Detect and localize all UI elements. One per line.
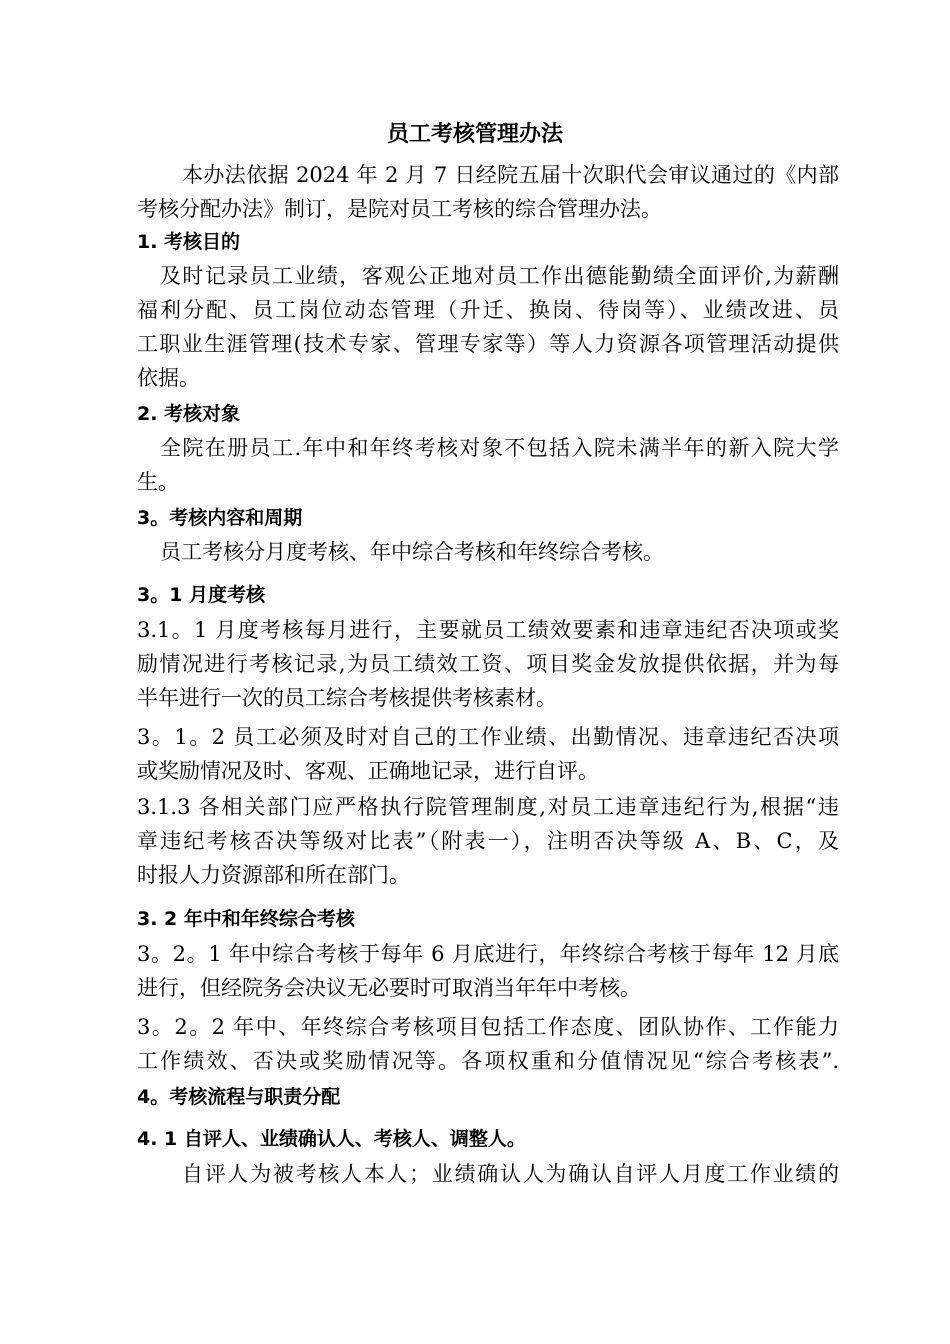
section-1-line-3: 工职业生涯管理(技术专家、管理专家等）等人力资源各项管理活动提供 bbox=[137, 332, 839, 356]
section-3-2-p1-line-1: 3。2。1 年中综合考核于每年 6 月底进行，年终综合考核于每年 12 月底 bbox=[137, 942, 839, 966]
section-3-1-p2-line-1: 3。1。2 员工必须及时对自己的工作业绩、出勤情况、违章违纪否决项 bbox=[137, 725, 839, 749]
section-1-line-4: 依据。 bbox=[137, 366, 200, 390]
intro-line-2: 考核分配办法》制订，是院对员工考核的综合管理办法。 bbox=[137, 197, 662, 221]
section-4-1-heading: 4. 1 自评人、业绩确认人、考核人、调整人。 bbox=[137, 1128, 526, 1150]
section-1-line-1: 及时记录员工业绩，客观公正地对员工作出德能勤绩全面评价,为薪酬 bbox=[160, 264, 839, 288]
section-3-line-1: 员工考核分月度考核、年中综合考核和年终综合考核。 bbox=[160, 540, 664, 564]
section-3-1-p1-line-1: 3.1。1 月度考核每月进行，主要就员工绩效要素和违章违纪否决项或奖 bbox=[137, 618, 839, 642]
section-3-1-p2-line-2: 或奖励情况及时、客观、正确地记录，进行自评。 bbox=[137, 759, 599, 783]
section-3-2-heading: 3. 2 年中和年终综合考核 bbox=[137, 908, 355, 930]
section-1-line-2: 福利分配、员工岗位动态管理（升迁、换岗、待岗等）、业绩改进、员 bbox=[137, 298, 839, 322]
section-4-heading: 4。考核流程与职责分配 bbox=[137, 1086, 341, 1108]
section-3-2-p2-line-2: 工作绩效、否决或奖励情况等。各项权重和分值情况见“综合考核表”. bbox=[137, 1049, 839, 1073]
document-title: 员工考核管理办法 bbox=[386, 122, 563, 147]
section-3-2-p2-line-1: 3。2。2 年中、年终综合考核项目包括工作态度、团队协作、工作能力 bbox=[137, 1015, 839, 1039]
section-2-heading: 2. 考核对象 bbox=[137, 403, 241, 425]
section-2-line-1: 全院在册员工.年中和年终考核对象不包括入院未满半年的新入院大学 bbox=[160, 436, 839, 460]
section-3-2-p1-line-2: 进行，但经院务会决议无必要时可取消当年年中考核。 bbox=[137, 976, 641, 1000]
section-4-1-line-1: 自评人为被考核人本人；业绩确认人为确认自评人月度工作业绩的 bbox=[182, 1162, 839, 1186]
section-1-heading: 1. 考核目的 bbox=[137, 231, 241, 253]
section-3-1-p3-line-1: 3.1.3 各相关部门应严格执行院管理制度,对员工违章违纪行为,根据“违 bbox=[137, 795, 839, 819]
section-3-1-p3-line-2: 章违纪考核否决等级对比表”（附表一），注明否决等级 A、B、C，及 bbox=[137, 829, 839, 853]
section-3-1-p1-line-2: 励情况进行考核记录,为员工绩效工资、项目奖金发放提供依据，并为每 bbox=[137, 652, 839, 676]
section-3-1-heading: 3。1 月度考核 bbox=[137, 584, 266, 606]
section-3-heading: 3。考核内容和周期 bbox=[137, 507, 303, 529]
section-2-line-2: 生。 bbox=[137, 470, 179, 494]
intro-line-1: 本办法依据 2024 年 2 月 7 日经院五届十次职代会审议通过的《内部 bbox=[182, 163, 839, 187]
section-3-1-p1-line-3: 半年进行一次的员工综合考核提供考核素材。 bbox=[137, 686, 557, 710]
section-3-1-p3-line-3: 时报人力资源部和所在部门。 bbox=[137, 863, 410, 887]
